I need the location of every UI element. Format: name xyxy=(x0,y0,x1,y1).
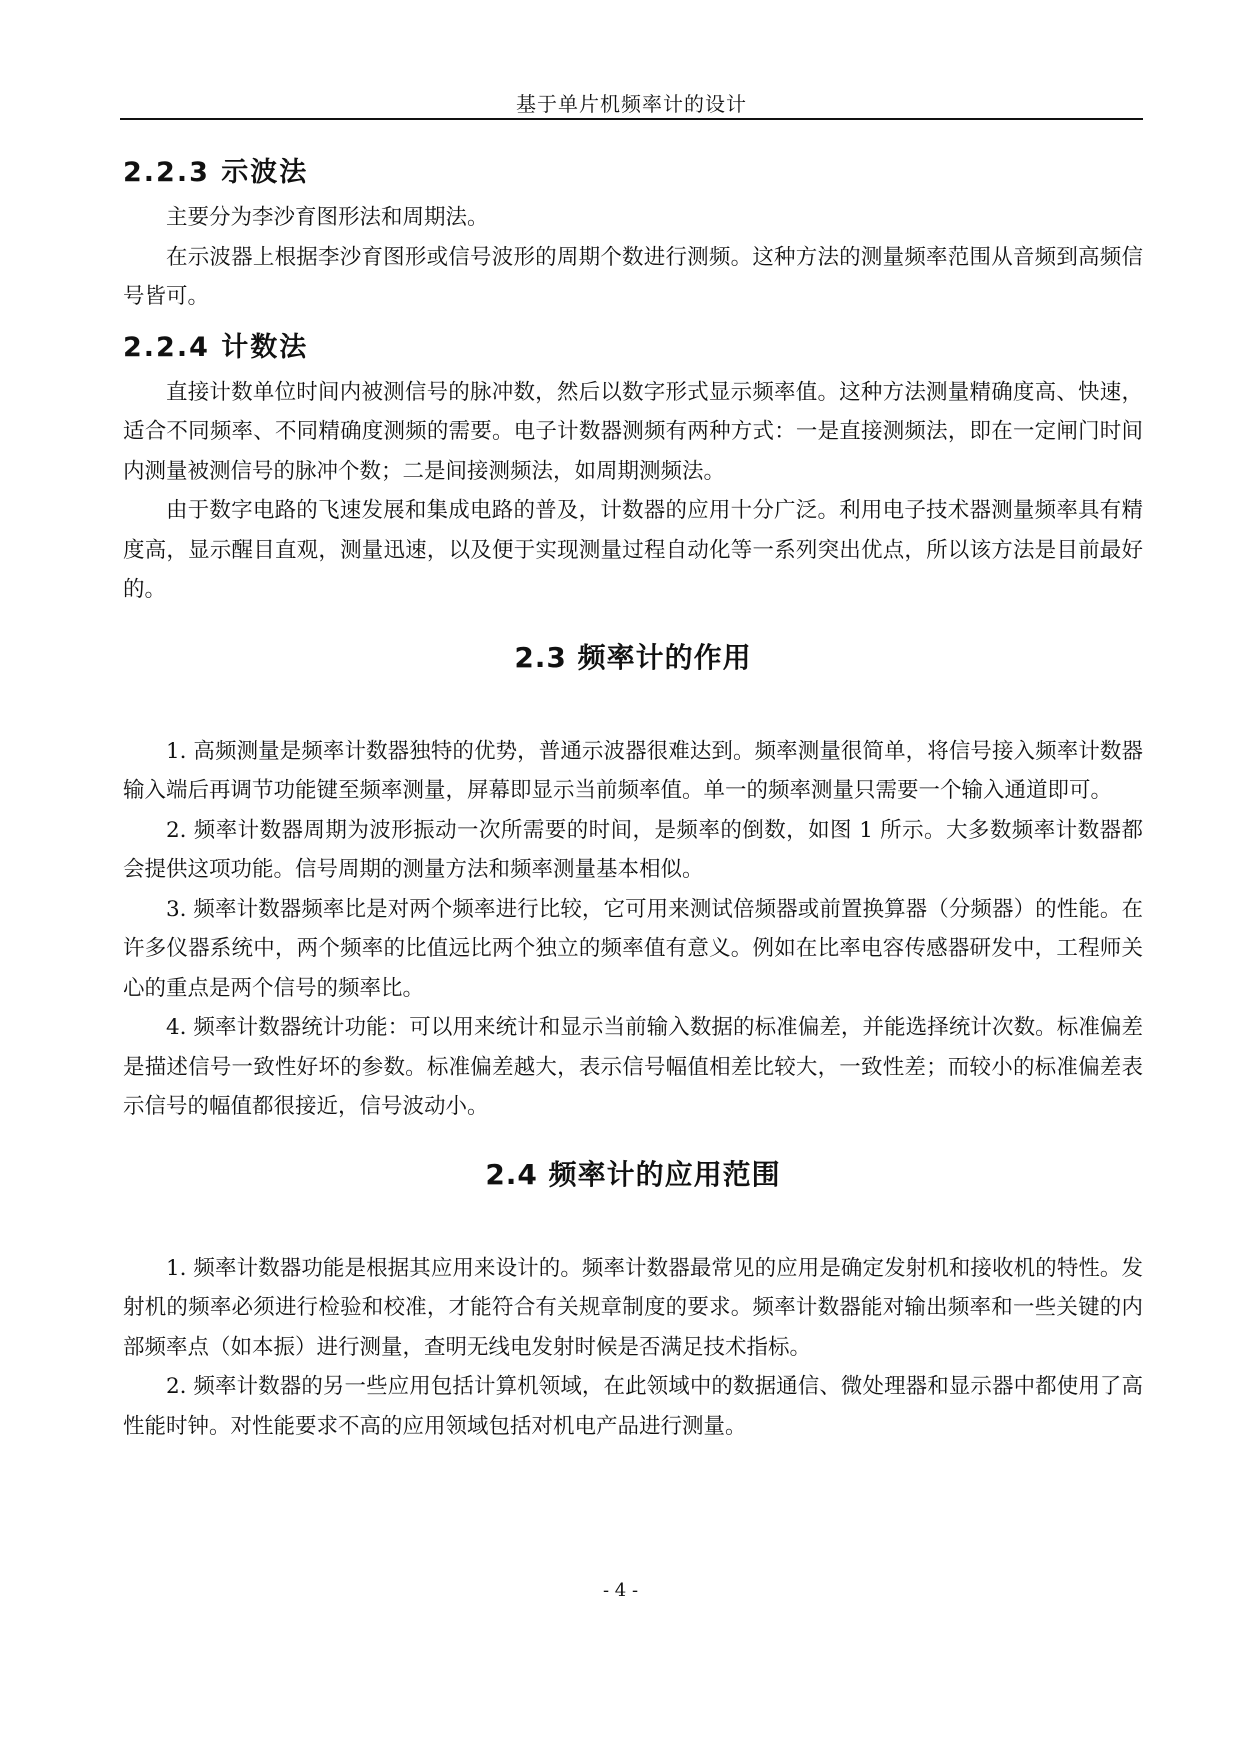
paragraph: 4. 频率计数器统计功能：可以用来统计和显示当前输入数据的标准偏差，并能选择统计次数。标准偏差是描述信号一致性好坏的参数。标准偏差越大，表示信号幅值相差比较大，一致性差；而较小的标准偏差表示信号的幅值都很接近，信号波动小。 xyxy=(123,1015,1143,1119)
paragraph: 主要分为李沙育图形法和周期法。 xyxy=(166,205,489,230)
paragraph: 2. 频率计数器周期为波形振动一次所需要的时间，是频率的倒数，如图 1 所示。大多数频率计数器都会提供这项功能。信号周期的测量方法和频率测量基本相似。 xyxy=(123,817,1143,882)
paragraph: 由于数字电路的飞速发展和集成电路的普及，计数器的应用十分广泛。利用电子技术器测量频率具有精度高，显示醒目直观，测量迅速，以及便于实现测量过程自动化等一系列突出优点，所以该方法是目前最好的。 xyxy=(123,498,1143,602)
heading-2-3: 2.3 频率计的作用 xyxy=(514,640,752,674)
paragraph: 1. 高频测量是频率计数器独特的优势，普通示波器很难达到。频率测量很简单，将信号接入频率计数器输入端后再调节功能键至频率测量，屏幕即显示当前频率值。单一的频率测量只需要一个输入通道即可。 xyxy=(123,738,1143,803)
paragraph: 直接计数单位时间内被测信号的脉冲数，然后以数字形式显示频率值。这种方法测量精确度高、快速，适合不同频率、不同精确度测频的需要。电子计数器测频有两种方式：一是直接测频法，即在一定闸门时间内测量被测信号的脉冲个数；二是间接测频法，如周期测频法。 xyxy=(123,379,1143,484)
paragraph: 在示波器上根据李沙育图形或信号波形的周期个数进行测频。这种方法的测量频率范围从音频到高频信号皆可。 xyxy=(123,244,1143,309)
heading-2-2-4: 2.2.4 计数法 xyxy=(123,331,309,363)
header-rule xyxy=(120,118,1143,120)
page-body xyxy=(123,148,1143,1446)
running-header: 基于单片机频率计的设计 xyxy=(516,92,747,116)
paragraph: 1. 频率计数器功能是根据其应用来设计的。频率计数器最常见的应用是确定发射机和接收机的特性。发射机的频率必须进行检验和校准，才能符合有关规章制度的要求。频率计数器能对输出频率和一些关键的内部频率点（如本振）进行测量，查明无线电发射时候是否满足技术指标。 xyxy=(123,1255,1143,1360)
paragraph: 2. 频率计数器的另一些应用包括计算机领域，在此领域中的数据通信、微处理器和显示器中都使用了高性能时钟。对性能要求不高的应用领域包括对机电产品进行测量。 xyxy=(123,1374,1143,1439)
heading-2-2-3: 2.2.3 示波法 xyxy=(123,157,309,188)
heading-2-4: 2.4 频率计的应用范围 xyxy=(485,1157,781,1191)
paragraph: 3. 频率计数器频率比是对两个频率进行比较，它可用来测试倍频器或前置换算器（分频器）的性能。在许多仪器系统中，两个频率的比值远比两个独立的频率值有意义。例如在比率电容传感器研发中，工程师关心的重点是两个信号的频率比。 xyxy=(123,896,1143,1001)
page-number: - 4 - xyxy=(602,1580,639,1601)
